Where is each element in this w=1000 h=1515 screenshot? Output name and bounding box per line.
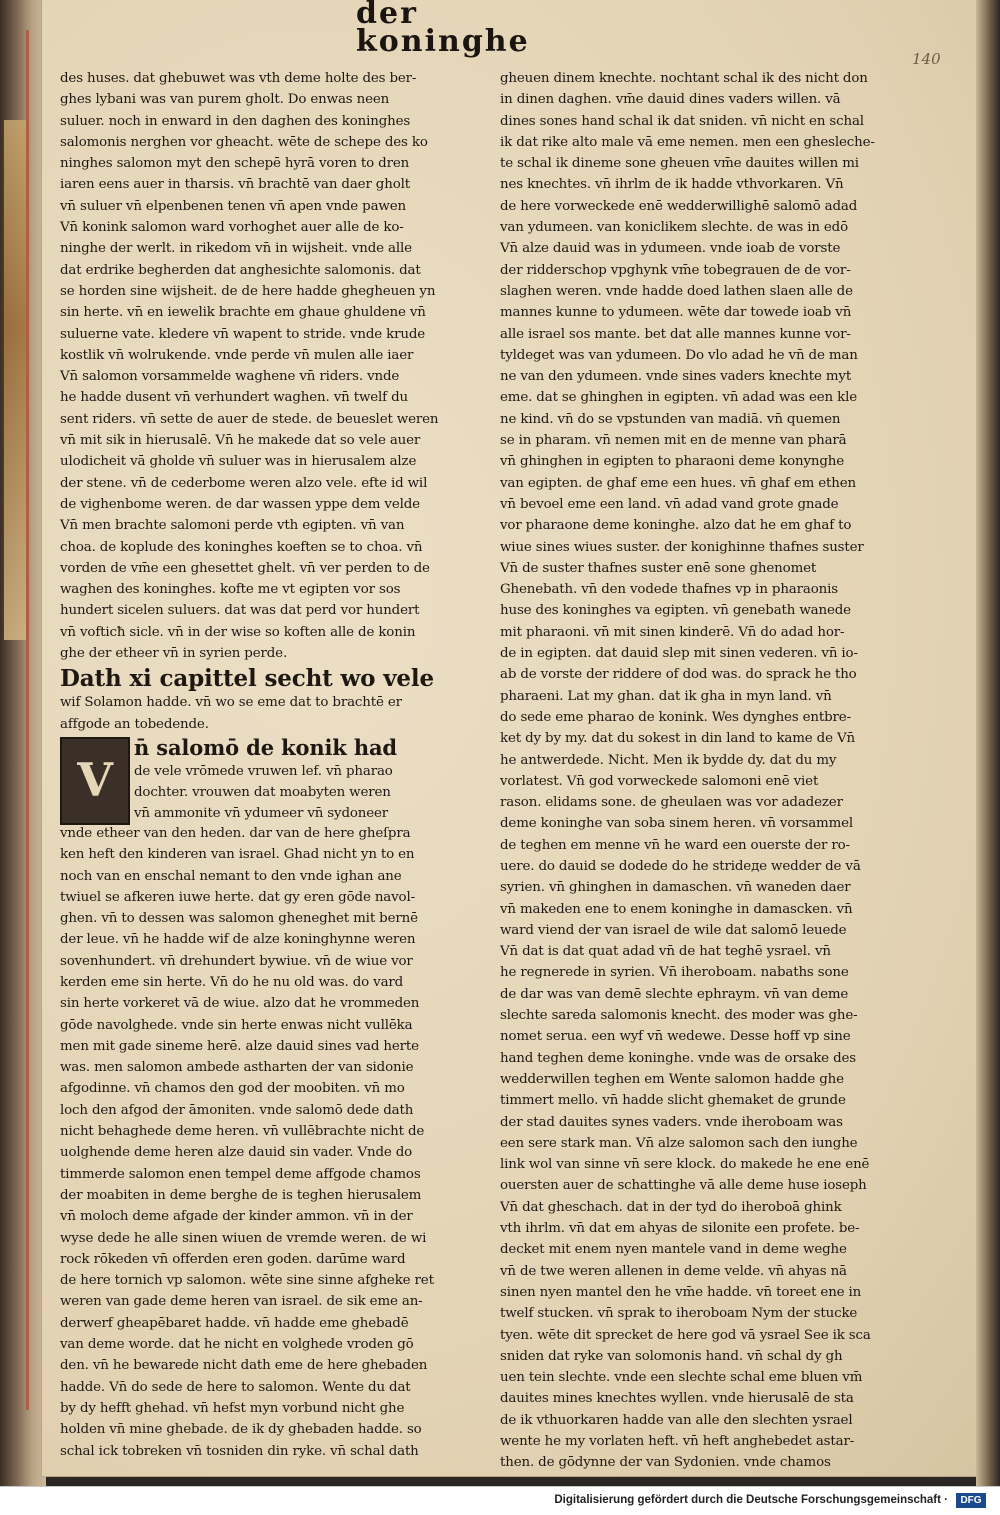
text-line: ab de vorste der riddere of dod was. do sprack he tho <box>500 667 857 683</box>
text-line: der stene. vn̄ de cederbome weren alzo vele. efte id wil <box>60 475 428 491</box>
text-line: ken heft den kinderen van israel. Ghad nicht yn to en <box>60 847 415 863</box>
text-line: twiuel se afkeren iuwe herte. dat gy eren gōde navol- <box>60 889 415 905</box>
text-line: vn̄ vofticħ sicle. vn̄ in der wise so koften alle de konin <box>60 624 416 640</box>
text-line: noch van en enschal nemant to den vnde ighan ane <box>60 868 402 884</box>
text-line: hand teghen deme koninghe. vnde was de orsake des <box>500 1050 856 1066</box>
text-line: wiue sines wiues suster. der konighinne thafnes suster <box>500 539 864 555</box>
text-line: gheuen dinem knechte. nochtant schal ik des nicht don <box>500 71 868 86</box>
text-line: sin herte. vn̄ en iewelik brachte em ghaue ghuldene vn̄ <box>60 305 426 321</box>
text-line: de in egipten. dat dauid slep mit sinen vederen. vn̄ io- <box>500 646 858 662</box>
text-line: nes knechtes. vn̄ ihrlm de ik hadde vthvorkaren. Vn̄ <box>500 177 844 193</box>
text-line: Vn̄ men brachte salomoni perde vth egipten. vn̄ van <box>60 518 405 534</box>
text-line: der moabiten in deme berghe de is teghen hierusalem <box>60 1187 422 1203</box>
text-line: der ridderschop vpghynk vm̄e tobegrauen de de vor- <box>500 262 851 278</box>
text-line: ninghe der werlt. in rikedom vn̄ in wijsheit. vnde alle <box>60 241 412 257</box>
text-line: te schal ik dineme sone gheuen vm̄e dauites willen mi <box>500 156 859 172</box>
left-column-bottom-text <box>60 823 474 1462</box>
text-line: weren van gade deme heren van israel. de sik eme an- <box>60 1294 423 1310</box>
text-line: sin herte vorkeret vā de wiue. alzo dat he vrommeden <box>60 996 420 1012</box>
text-line: holden vn̄ mine ghebade. de ik dy ghebaden hadde. so <box>60 1422 422 1438</box>
text-line: uolghende deme heren alze dauid sin vader. Vnde do <box>60 1145 413 1161</box>
text-line: salomonis nerghen vor gheacht. wēte de schepe des ko <box>60 134 428 150</box>
text-line: eme. dat se ghinghen in egipten. vn̄ adad was een kle <box>500 390 858 406</box>
text-line: dines sones hand schal ik dat sniden. vn̄ nicht en schal <box>500 113 864 129</box>
right-text-column <box>500 68 914 1471</box>
text-line: sinen nyen mantel den he vm̄e hadde. vn̄ toreet ene in <box>500 1284 862 1300</box>
text-line: ninghes salomon myt den schepē hyrā voren to dren <box>60 156 410 172</box>
text-line: Vn̄ alze dauid was in ydumeen. vnde ioab de vorste <box>500 241 841 257</box>
folio-number: 140 <box>912 50 941 68</box>
text-line: ik dat rike alto male vā eme nemen. men een ghesleche- <box>500 134 875 150</box>
text-line: de vighenbome weren. de dar wassen yppe dem velde <box>60 496 420 512</box>
text-line: he regnerede in syrien. Vn̄ iheroboam. nabaths sone <box>500 965 849 981</box>
text-line: der stad dauites synes vaders. vnde iheroboam was <box>500 1114 843 1130</box>
text-line: Vn̄ dat gheschach. dat in der tyd do iheroboā ghink <box>500 1199 842 1215</box>
text-line: alle israel sos mante. bet dat alle mannes kunne vor- <box>500 326 851 342</box>
text-line: huse des koninghes va egipten. vn̄ genebath wanede <box>500 603 851 619</box>
chapter-subtitle-line: affgode an tobedende. <box>60 716 209 732</box>
text-line: timmerde salomon enen tempel deme affgode chamos <box>60 1166 421 1182</box>
text-line: vn̄ ghinghen in egipten to pharaoni deme konynghe <box>500 454 845 470</box>
text-line: schal ick tobreken vn̄ tosniden din ryke. vn̄ schal dath <box>60 1443 419 1459</box>
text-line: do sede eme pharao de konink. Wes dynghes entbre- <box>500 709 851 725</box>
text-line: de teghen em menne vn̄ he ward een ouerste der ro- <box>500 837 850 853</box>
text-line: sovenhundert. vn̄ drehundert bywiue. vn̄ de wiue vor <box>60 953 413 969</box>
text-line: kerden eme sin herte. Vn̄ do he nu old was. do vard <box>60 974 404 990</box>
text-line: he hadde dusent vn̄ verhundert waghen. vn̄ twelf du <box>60 390 408 406</box>
text-line: ward viend der van israel de wile dat salomō leuede <box>500 922 847 938</box>
text-line: syrien. vn̄ ghinghen in damaschen. vn̄ waneden daer <box>500 880 851 896</box>
text-line: pharaeni. Lat my ghan. dat ik gha in myn land. vn̄ <box>500 688 832 704</box>
text-line: by dy hefft ghehad. vn̄ hefst myn vorbund nicht ghe <box>60 1400 405 1416</box>
page-edge-red-line <box>26 30 29 1410</box>
text-line: dat erdrike begherden dat anghesichte salomonis. dat <box>60 262 421 278</box>
chapter-subtitle-line: wif Solamon hadde. vn̄ wo se eme dat to brachtē er <box>60 695 402 711</box>
text-line: afgodinne. vn̄ chamos den god der moobiten. vn̄ mo <box>60 1081 405 1097</box>
text-line: sent riders. vn̄ sette de auer de stede. de beueslet weren <box>60 411 439 427</box>
text-line: se in pharam. vn̄ nemen mit en de menne van pharā <box>500 433 847 449</box>
text-line: slaghen weren. vnde hadde doed lathen slaen alle de <box>500 283 853 299</box>
text-line: choa. de koplude des koninghes koeften se to choa. vn̄ <box>60 539 423 555</box>
text-line: een sere stark man. Vn̄ alze salomon sach den iunghe <box>500 1135 858 1151</box>
text-line: iaren eens auer in tharsis. vn̄ brachtē van daer gholt <box>60 177 410 193</box>
text-line: van egipten. de ghaf eme een hues. vn̄ ghaf em ethen <box>500 475 857 491</box>
initial-first-line: n̄ salomō de konik had <box>134 734 397 760</box>
text-line: vn̄ moloch deme afgade der kinder ammon. vn̄ in der <box>60 1209 413 1225</box>
text-line: men mit gade sineme herē. alze dauid sines vad herte <box>60 1038 419 1054</box>
text-line: vth ihrlm. vn̄ dat em ahyas de silonite een profete. be- <box>500 1221 860 1237</box>
text-line: van ydumeen. van koniclikem slechte. de was in edō <box>500 220 849 236</box>
text-line: uen tein slechte. vnde een slechte schal eme bluen vm̄ <box>500 1370 863 1386</box>
initial-line: vn̄ ammonite vn̄ ydumeer vn̄ sydoneer <box>134 805 389 821</box>
text-line: twelf stucken. vn̄ sprak to iheroboam Nym der stucke <box>500 1306 858 1322</box>
text-line: ghes lybani was van purem gholt. Do enwas neen <box>60 92 390 108</box>
previous-page-edge <box>4 120 26 640</box>
left-text-column <box>60 68 474 1459</box>
text-line: suluerne vate. kledere vn̄ wapent to stride. vnde krude <box>60 326 426 342</box>
text-line: de here vorweckede enē wedderwillighē salomō adad <box>500 198 858 214</box>
text-line: vn̄ de twe weren allenen in deme velde. vn̄ ahyas nā <box>500 1263 847 1279</box>
text-line: dauites mines knechtes wyllen. vnde hierusalē de sta <box>500 1391 854 1407</box>
text-line: se horden sine wijsheit. de de here hadde ghegheuen yn <box>60 283 436 299</box>
text-line: derwerf gheapēbaret hadde. vn̄ hadde eme ghebadē <box>60 1315 409 1331</box>
text-line: Vn̄ de suster thafnes suster enē sone ghenomet <box>500 560 817 576</box>
text-line: ne van den ydumeen. vnde sines vaders knechte myt <box>500 369 852 385</box>
text-line: vorlatest. Vn̄ god vorweckede salomoni enē viet <box>500 773 819 789</box>
text-line: ghe der etheer vn̄ in syrien perde. <box>60 646 288 662</box>
text-line: hadde. Vn̄ do sede de here to salomon. Wente du dat <box>60 1379 411 1395</box>
text-line: hundert sicelen suluers. dat was dat perd vor hundert <box>60 603 420 619</box>
text-line: then. de gōdynne der van Sydonien. vnde chamos <box>500 1455 831 1471</box>
text-line: de ik vthuorkaren hadde van alle den slechten ysrael <box>500 1412 853 1428</box>
text-line: Ghenebath. vn̄ den vodede thafnes vp in pharaonis <box>500 582 838 598</box>
text-line: Vn̄ salomon vorsammelde waghene vn̄ riders. vnde <box>60 369 400 385</box>
text-line: mannes kunne to ydumeen. wēte dar towede ioab vn̄ <box>500 305 852 321</box>
text-line: rason. elidams sone. de gheulaen was vor adadezer <box>500 795 843 811</box>
text-line: den. vn̄ he bewarede nicht dath eme de here ghebaden <box>60 1358 428 1374</box>
text-line: de here tornich vp salomon. wēte sine sinne afgheke ret <box>60 1273 434 1289</box>
initial-line: de vele vrōmede vruwen lef. vn̄ pharao <box>134 763 393 779</box>
text-line: tyldeget was van ydumeen. Do vlo adad he vn̄ de man <box>500 347 858 363</box>
initial-block <box>60 735 474 823</box>
text-line: vn̄ mit sik in hierusalē. Vn̄ he makede dat so vele auer <box>60 433 421 449</box>
text-line: decket mit enem nyen mantele vand in deme weghe <box>500 1242 847 1258</box>
footer-bar <box>0 1486 1000 1515</box>
text-line: wedderwillen teghen em Wente salomon hadde ghe <box>500 1071 844 1087</box>
text-line: ouersten auer de schattinghe vā alle deme huse ioseph <box>500 1178 867 1194</box>
decorated-initial: V <box>60 737 130 825</box>
text-line: nicht behaghede deme heren. vn̄ vullēbrachte nicht de <box>60 1124 425 1140</box>
text-line: Vn̄ dat is dat quat adad vn̄ de hat teghē ysrael. vn̄ <box>500 944 831 960</box>
running-head: der koninghe <box>356 0 530 59</box>
funding-credit: Digitalisierung gefördert durch die Deutsche Forschungsgemeinschaft · <box>554 1494 948 1506</box>
left-column-top-text <box>60 68 474 664</box>
text-line: nomet serua. een wyf vn̄ wedewe. Desse hoff vp sine <box>500 1029 851 1045</box>
text-line: wente he my vorlaten heft. vn̄ heft anghebedet astar- <box>500 1434 855 1449</box>
text-line: mit pharaoni. vn̄ mit sinen kinderē. Vn̄ do adad hor- <box>500 624 845 640</box>
text-line: uere. do dauid se dodede do he strideде wedder de vā <box>500 858 861 874</box>
book-right-edge <box>976 0 1000 1486</box>
text-line: tyen. wēte dit sprecket de here god vā ysrael See ik sca <box>500 1327 871 1343</box>
text-line: kostlik vn̄ wolrukende. vnde perde vn̄ mulen alle iaer <box>60 347 414 363</box>
text-line: in dinen daghen. vm̄e dauid dines vaders willen. vā <box>500 92 841 108</box>
text-line: vnde etheer van den heden. dar van de here gheſpra <box>60 825 411 841</box>
initial-line: dochter. vrouwen dat moabyten weren <box>134 784 391 800</box>
text-line: vor pharaone deme koninghe. alzo dat he em ghaf to <box>500 518 852 534</box>
text-line: vn̄ suluer vn̄ elpenbenen tenen vn̄ apen vnde pawen <box>60 198 406 214</box>
text-line: he antwerdede. Nicht. Men ik bydde dy. dat du my <box>500 752 837 768</box>
chapter-subtitle <box>60 692 474 735</box>
text-line: de dar was van demē slechte ephraym. vn̄ van deme <box>500 986 849 1002</box>
text-line: vn̄ makeden ene to enem koninghe in damascken. vn̄ <box>500 901 853 917</box>
text-line: gōde navolghede. vnde sin herte enwas nicht vullēka <box>60 1017 413 1033</box>
text-line: ulodicheit vā gholde vn̄ suluer was in hierusalem alze <box>60 454 417 470</box>
text-line: slechte sareda salomonis knecht. des moder was ghe- <box>500 1008 858 1024</box>
chapter-heading: Dath xi capittel secht wo vele <box>60 665 434 693</box>
text-line: sniden dat ryke van solomonis hand. vn̄ schal dy gh <box>500 1348 843 1364</box>
text-line: suluer. noch in enward in den daghen des koninghes <box>60 113 411 129</box>
text-line: link wol van sinne vn̄ sere klock. do makede he ene enē <box>500 1157 870 1173</box>
text-line: des huses. dat ghebuwet was vth deme holte des ber- <box>60 71 417 86</box>
text-line: ket dy by my. dat du sokest in din land to kame de Vn̄ <box>500 731 855 747</box>
text-line: deme koninghe van soba sinem heren. vn̄ vorsammel <box>500 816 854 832</box>
text-line: ghen. vn̄ to dessen was salomon gheneghet mit bernē <box>60 911 418 927</box>
text-line: loch den afgod der āmoniten. vnde salomō dede dath <box>60 1102 414 1118</box>
text-line: ne kind. vn̄ do se vpstunden van madiā. vn̄ quemen <box>500 411 841 427</box>
text-line: vn̄ bevoel eme een land. vn̄ adad vand grote gnade <box>500 496 839 512</box>
text-line: van deme worde. dat he nicht en volghede vroden gō <box>60 1337 414 1353</box>
text-line: Vn̄ konink salomon ward vorhoghet auer alle de ko- <box>60 220 404 236</box>
text-line: timmert mello. vn̄ hadde slicht ghemaket de grunde <box>500 1093 846 1109</box>
dfg-logo: DFG <box>956 1493 986 1508</box>
text-line: der leue. vn̄ he hadde wif de alze koninghynne weren <box>60 932 416 948</box>
text-line: vorden de vm̄e een ghesettet ghelt. vn̄ ver perden to de <box>60 560 430 576</box>
text-line: waghen des koninghes. kofte me vt egipten vor sos <box>60 582 401 598</box>
text-line: rock rōkeden vn̄ offerden eren goden. darūme ward <box>60 1251 406 1267</box>
text-line: was. men salomon ambede astharten der van sidonie <box>60 1060 414 1076</box>
text-line: wyse dede he alle sinen wiuen de vremde weren. de wi <box>60 1230 427 1246</box>
